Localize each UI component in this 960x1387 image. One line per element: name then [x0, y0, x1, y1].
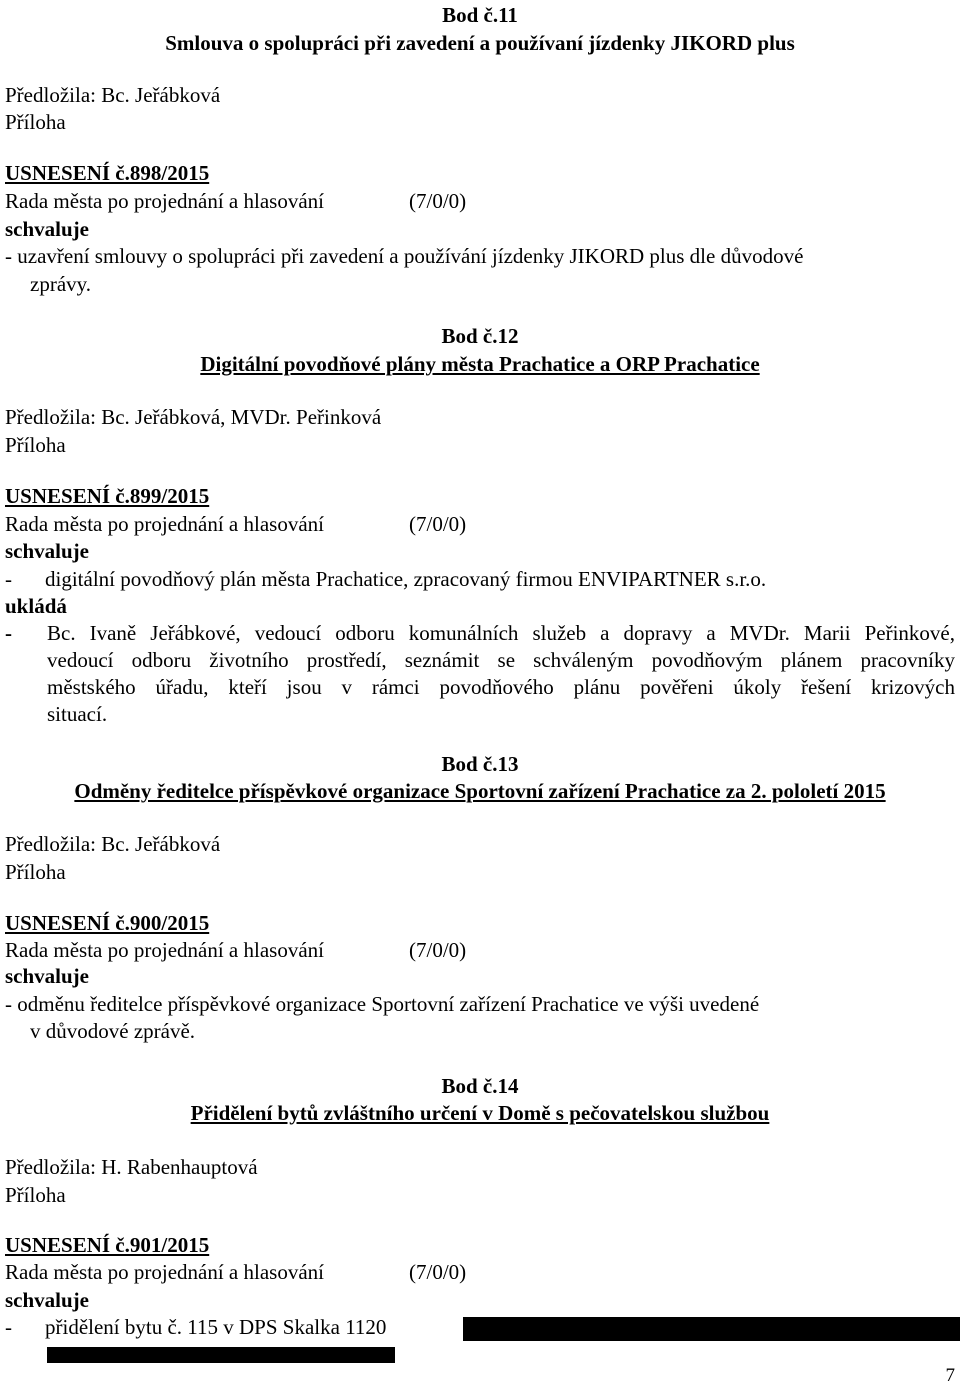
item12-bod: Bod č.12: [441, 324, 519, 348]
item14-predlozila: Předložila: H. Rabenhauptová: [5, 1155, 258, 1179]
item14-bod: Bod č.14: [441, 1074, 519, 1098]
item12-schvaluje: schvaluje: [5, 539, 89, 563]
item12-priloha: Příloha: [5, 433, 66, 457]
item12-text1-dash: -: [5, 567, 12, 591]
item11-rada-row: [5, 189, 466, 213]
item13-priloha: Příloha: [5, 860, 66, 884]
item11-schvaluje: schvaluje: [5, 217, 89, 241]
item11-predlozila: Předložila: Bc. Jeřábková: [5, 83, 221, 107]
item12-text2-dash: -: [5, 621, 12, 645]
item12-rada-row: [5, 512, 466, 536]
item14-schvaluje: schvaluje: [5, 1288, 89, 1312]
item12-hlasovani: (7/0/0): [409, 512, 467, 536]
item13-text1: - odměnu ředitelce příspěvkové organizace Sportovní zařízení Prachatice ve výši uvedené: [5, 992, 760, 1016]
item13-usneseni: USNESENÍ č.900/2015: [5, 911, 210, 935]
item13-rada: Rada města po projednání a hlasování: [5, 938, 324, 962]
item11-hlasovani: (7/0/0): [409, 189, 467, 213]
item14-text1-body: přidělení bytu č. 115 v DPS Skalka 1120: [45, 1315, 387, 1339]
item11-priloha: Příloha: [5, 110, 66, 134]
item14-rada: Rada města po projednání a hlasování: [5, 1260, 324, 1284]
item11-text1: - uzavření smlouvy o spolupráci při zavedení a používání jízdenky JIKORD plus dle důvodové: [5, 244, 804, 268]
item12-predlozila: Předložila: Bc. Jeřábková, MVDr. Peřinková: [5, 405, 382, 429]
item14-text1: [5, 1315, 386, 1339]
item13-bod: Bod č.13: [441, 752, 519, 776]
item12-title: Digitální povodňové plány města Prachatice a ORP Prachatice: [200, 352, 760, 376]
item14-text1-dash: -: [5, 1315, 12, 1339]
page-number: 7: [945, 1365, 955, 1386]
item12-text1-body: digitální povodňový plán města Prachatice, zpracovaný firmou ENVIPARTNER s.r.o.: [45, 567, 767, 591]
item11-usneseni: USNESENÍ č.898/2015: [5, 161, 210, 185]
item13-title: Odměny ředitelce příspěvkové organizace Sportovní zařízení Prachatice za 2. pololetí 2015: [74, 779, 886, 803]
item12-text2-l4: situací.: [47, 702, 108, 726]
item12-text2-l1: Bc. Ivaně Jeřábkové, vedoucí odboru komunálních služeb a dopravy a MVDr. Marii Peřinkové,: [47, 621, 955, 645]
item13-text2: v důvodové zprávě.: [30, 1019, 196, 1043]
item14-usneseni: USNESENÍ č.901/2015: [5, 1233, 210, 1257]
item14-title: Přidělení bytů zvláštního určení v Domě s pečovatelskou službou: [190, 1101, 770, 1125]
item11-title: Smlouva o spolupráci při zavedení a používaní jízdenky JIKORD plus: [165, 31, 795, 55]
item12-usneseni: USNESENÍ č.899/2015: [5, 484, 210, 508]
item11-text2: zprávy.: [30, 272, 92, 296]
item13-rada-row: [5, 938, 466, 962]
redaction-bar: [47, 1347, 395, 1363]
item14-hlasovani: (7/0/0): [409, 1260, 467, 1284]
item12-text2-l3: městského úřadu, kteří jsou v rámci povodňového plánu pověřeni úkoly řešení krizových: [47, 675, 955, 699]
item13-schvaluje: schvaluje: [5, 964, 89, 988]
item11-rada: Rada města po projednání a hlasování: [5, 189, 324, 213]
item12-uklada: ukládá: [5, 594, 67, 618]
redaction-bar: [463, 1317, 960, 1341]
item13-predlozila: Předložila: Bc. Jeřábková: [5, 832, 221, 856]
item12-text1: [5, 567, 766, 591]
item11-bod: Bod č.11: [442, 3, 518, 27]
item13-hlasovani: (7/0/0): [409, 938, 467, 962]
item14-rada-row: [5, 1260, 466, 1284]
item12-rada: Rada města po projednání a hlasování: [5, 512, 324, 536]
item14-priloha: Příloha: [5, 1183, 66, 1207]
item12-text2-l2: vedoucí odboru životního prostředí, seznámit se schváleným povodňovým plánem pracovníky: [47, 648, 955, 672]
